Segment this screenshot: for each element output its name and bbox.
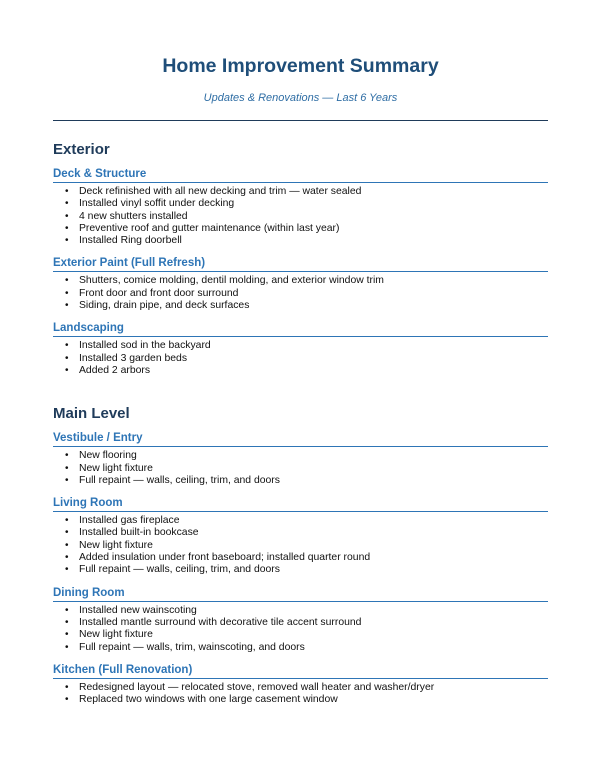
list-item: • New light fixture <box>65 629 548 641</box>
subsection-title: Dining Room <box>53 586 548 602</box>
list-item: • Full repaint — walls, ceiling, trim, and doors <box>65 475 548 487</box>
list-item: • Installed vinyl soffit under decking <box>65 198 548 210</box>
bullet-list <box>53 450 548 487</box>
bullet-list <box>53 340 548 377</box>
subsection <box>53 321 548 377</box>
subsection <box>53 167 548 247</box>
bullet-list <box>53 682 548 707</box>
list-item: • Added 2 arbors <box>65 365 548 377</box>
subsection-title: Exterior Paint (Full Refresh) <box>53 256 548 272</box>
list-item: • Installed mantle surround with decorative tile accent surround <box>65 617 548 629</box>
subsection <box>53 256 548 312</box>
list-item: • Siding, drain pipe, and deck surfaces <box>65 300 548 312</box>
list-item: • Installed sod in the backyard <box>65 340 548 352</box>
list-item: • Installed Ring doorbell <box>65 235 548 247</box>
section-title: Exterior <box>53 141 110 158</box>
list-item: • Deck refinished with all new decking and trim — water sealed <box>65 186 548 198</box>
subsection-title: Landscaping <box>53 321 548 337</box>
list-item: • Full repaint — walls, trim, wainscoting, and doors <box>65 642 548 654</box>
subsection-title: Deck & Structure <box>53 167 548 183</box>
subsection-title: Vestibule / Entry <box>53 431 548 447</box>
list-item: • Front door and front door surround <box>65 288 548 300</box>
list-item: • Redesigned layout — relocated stove, removed wall heater and washer/dryer <box>65 682 548 694</box>
list-item: • Full repaint — walls, ceiling, trim, and doors <box>65 564 548 576</box>
subsection <box>53 431 548 487</box>
subsection <box>53 496 548 576</box>
list-item: • New light fixture <box>65 463 548 475</box>
list-item: • Installed 3 garden beds <box>65 353 548 365</box>
bullet-list <box>53 515 548 576</box>
list-item: • Added insulation under front baseboard; installed quarter round <box>65 552 548 564</box>
subsection-title: Kitchen (Full Renovation) <box>53 663 548 679</box>
subsection <box>53 663 548 707</box>
subsection-title: Living Room <box>53 496 548 512</box>
document-content <box>53 141 548 706</box>
list-item: • New flooring <box>65 450 548 462</box>
bullet-list <box>53 605 548 654</box>
list-item: • New light fixture <box>65 540 548 552</box>
list-item: • Preventive roof and gutter maintenance (within last year) <box>65 223 548 235</box>
section-title: Main Level <box>53 405 130 423</box>
list-item: • Installed gas fireplace <box>65 515 548 527</box>
header-divider <box>53 120 548 121</box>
list-item: • Installed built-in bookcase <box>65 527 548 539</box>
page-title: Home Improvement Summary <box>162 55 439 77</box>
list-item: • Shutters, comice molding, dentil molding, and exterior window trim <box>65 275 548 287</box>
subsection <box>53 586 548 654</box>
page-subtitle: Updates & Renovations — Last 6 Years <box>203 92 398 104</box>
list-item: • Installed new wainscoting <box>65 605 548 617</box>
list-item: • Replaced two windows with one large casement window <box>65 694 548 706</box>
list-item: • 4 new shutters installed <box>65 211 548 223</box>
bullet-list <box>53 275 548 312</box>
bullet-list <box>53 186 548 247</box>
